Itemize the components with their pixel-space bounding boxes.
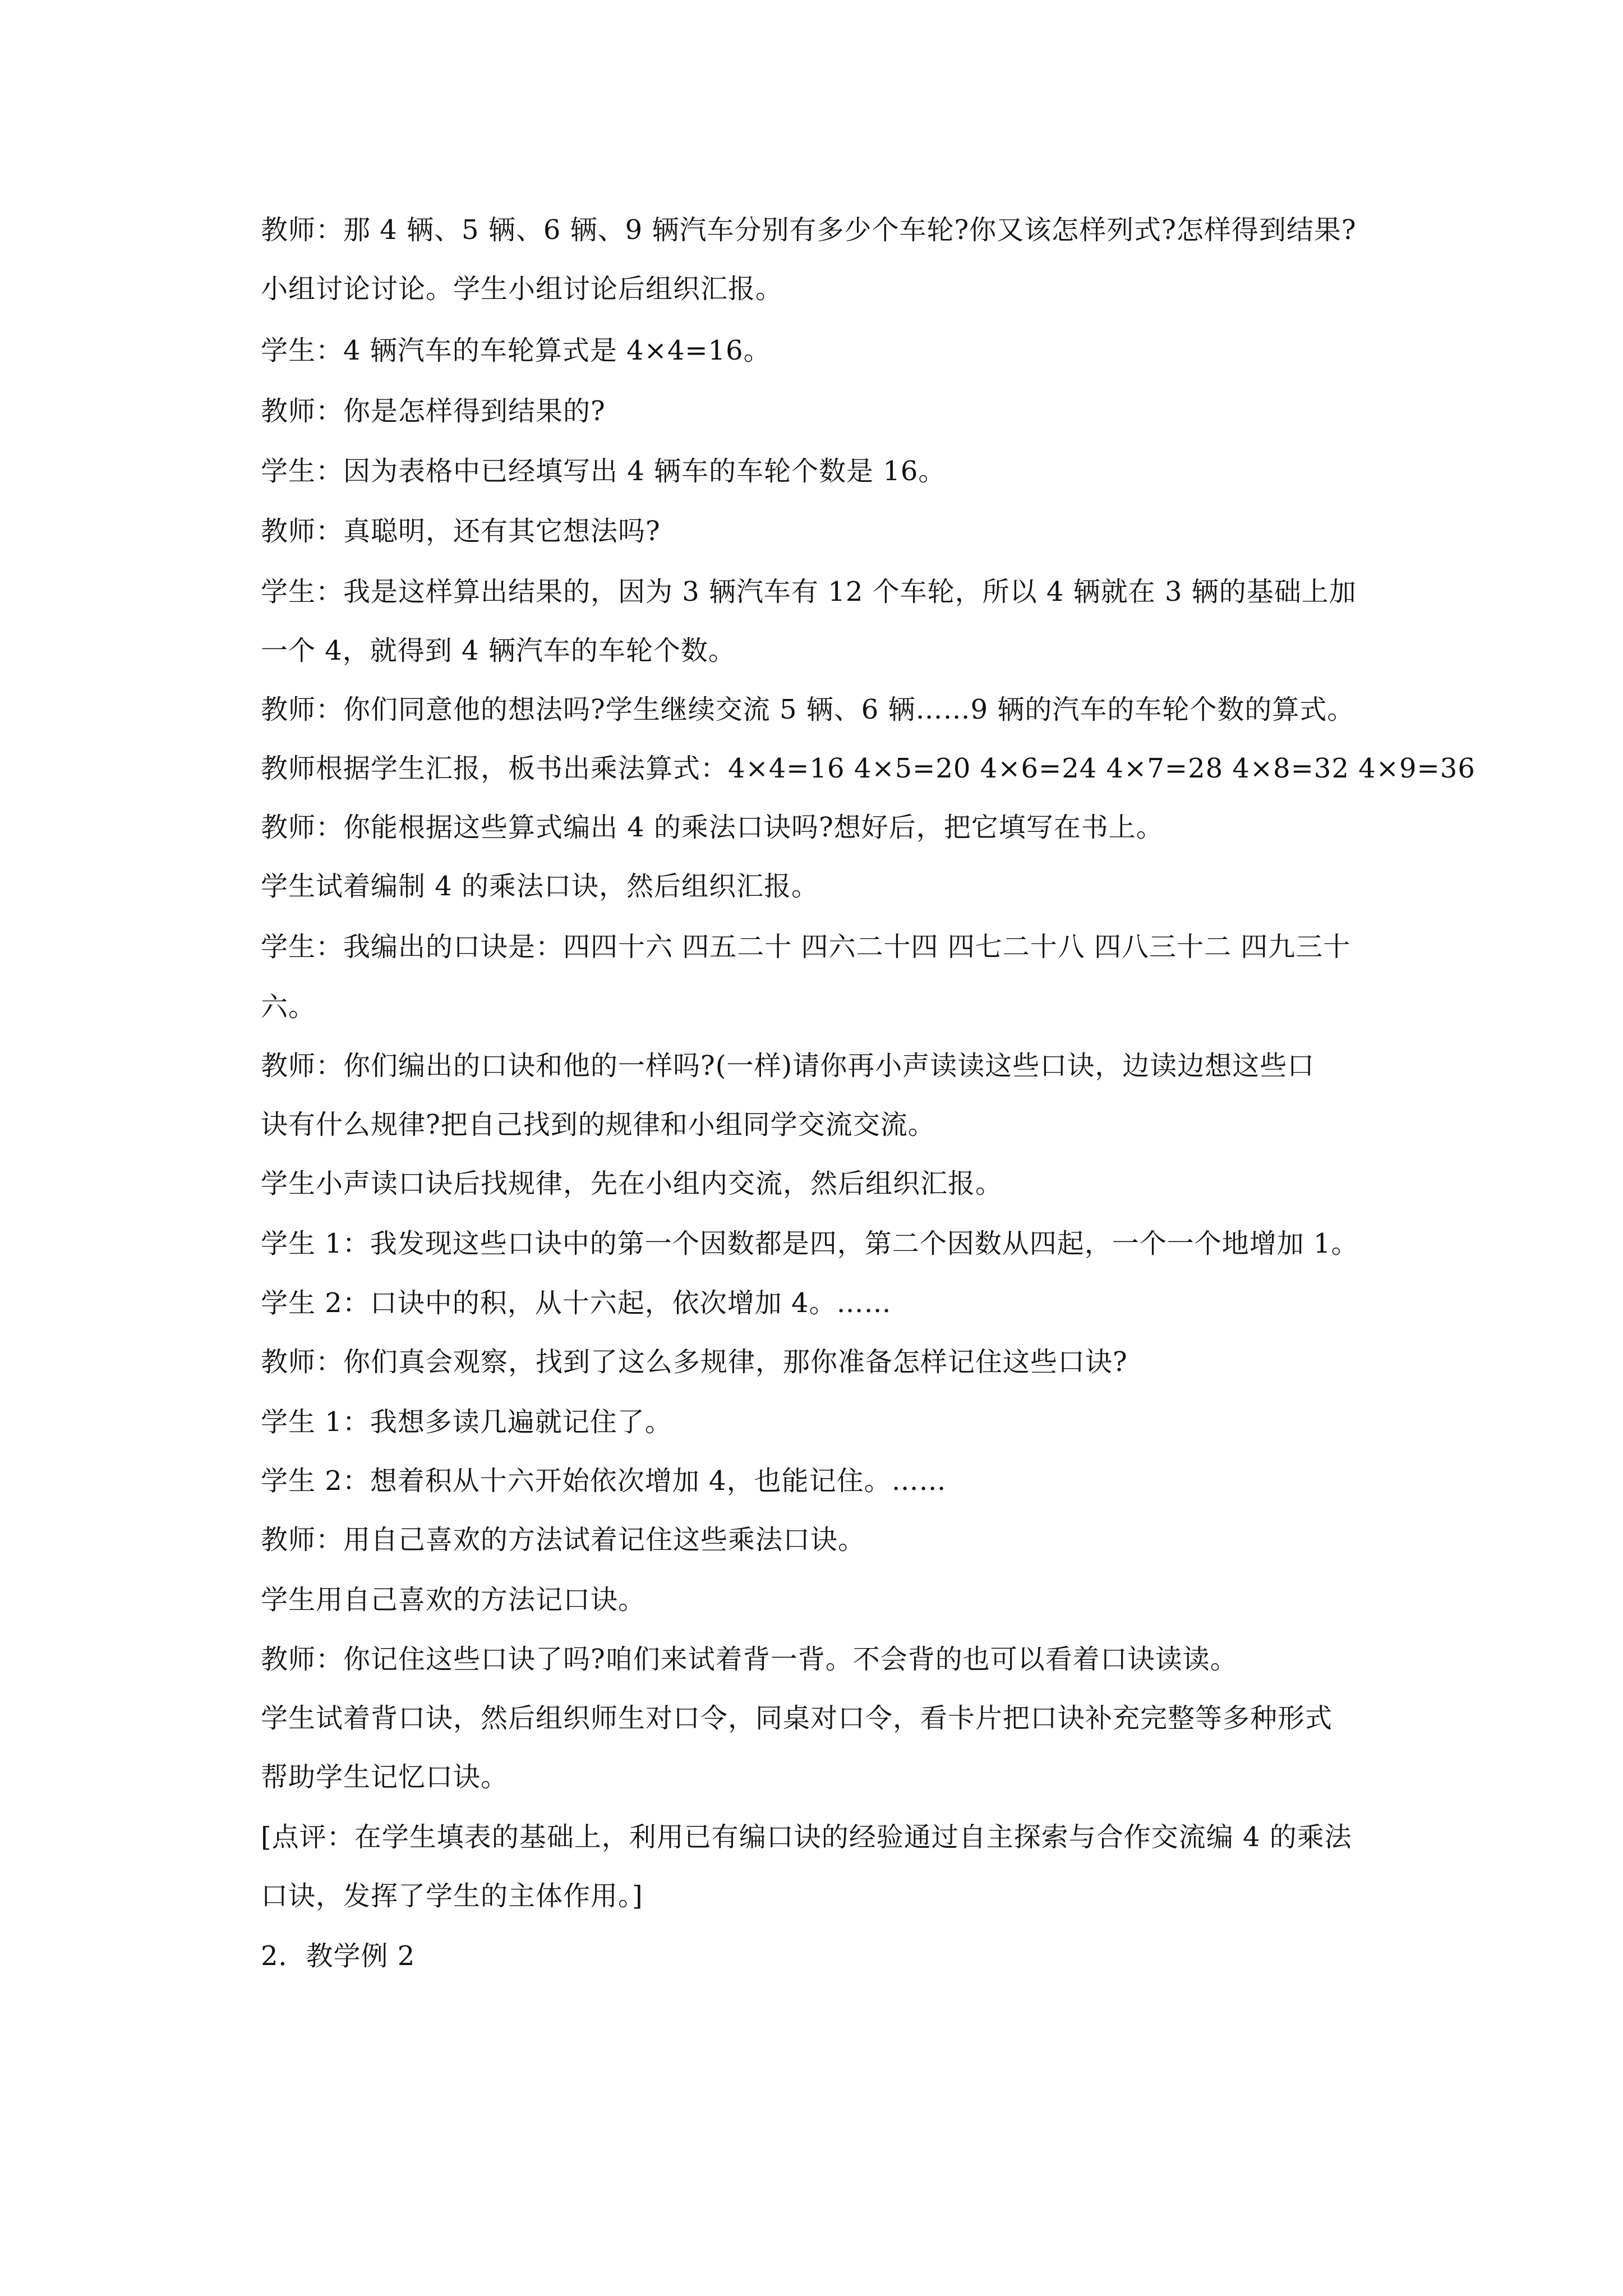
text-line: 学生 2：口诀中的积，从十六起，依次增加 4。……: [261, 1287, 892, 1319]
text-line: 学生 1：我想多读几遍就记住了。: [261, 1406, 672, 1438]
text-line: 学生：我是这样算出结果的，因为 3 辆汽车有 12 个车轮，所以 4 辆就在 3 辆的基础上加: [261, 576, 1357, 608]
text-line: 教师：真聪明，还有其它想法吗?: [261, 516, 661, 547]
text-line: 口诀，发挥了学生的主体作用。]: [261, 1880, 643, 1912]
text-line: 学生小声读口诀后找规律，先在小组内交流，然后组织汇报。: [261, 1168, 1003, 1199]
text-line: 学生：因为表格中已经填写出 4 辆车的车轮个数是 16。: [261, 455, 946, 487]
text-line: 学生试着背口诀，然后组织师生对口令，同桌对口令，看卡片把口诀补充完整等多种形式: [261, 1703, 1333, 1734]
text-line: 一个 4，就得到 4 辆汽车的车轮个数。: [261, 635, 736, 666]
text-line: 帮助学生记忆口诀。: [261, 1761, 509, 1793]
text-line: 教师：你们编出的口诀和他的一样吗?(一样)请你再小声读读这些口诀，边读边想这些口: [261, 1050, 1315, 1082]
text-line: 教师：你是怎样得到结果的?: [261, 395, 606, 427]
text-line: 教师根据学生汇报，板书出乘法算式：4×4=16 4×5=20 4×6=24 4×7=28 4×8=32 4×9=36: [261, 753, 1476, 784]
text-line: 教师：那 4 辆、5 辆、6 辆、9 辆汽车分别有多少个车轮?你又该怎样列式?怎样得到结果?: [261, 214, 1357, 246]
text-line: 小组讨论讨论。学生小组讨论后组织汇报。: [261, 273, 783, 305]
text-line: 学生用自己喜欢的方法记口诀。: [261, 1584, 646, 1616]
text-line: 教师：你能根据这些算式编出 4 的乘法口诀吗?想好后，把它填写在书上。: [261, 812, 1164, 843]
text-line: 教师：用自己喜欢的方法试着记住这些乘法口诀。: [261, 1524, 866, 1556]
section-heading: 2．教学例 2: [261, 1940, 416, 1972]
text-line: 六。: [261, 991, 316, 1023]
text-line: 教师：你们同意他的想法吗?学生继续交流 5 辆、6 辆……9 辆的汽车的车轮个数的算式。: [261, 694, 1355, 725]
text-line: [点评：在学生填表的基础上，利用已有编口诀的经验通过自主探索与合作交流编 4 的乘法: [261, 1821, 1352, 1853]
text-line: 诀有什么规律?把自己找到的规律和小组同学交流交流。: [261, 1109, 935, 1140]
text-line: 学生：我编出的口诀是：四四十六 四五二十 四六二十四 四七二十八 四八三十二 四九三十: [261, 931, 1351, 963]
text-line: 学生 2：想着积从十六开始依次增加 4，也能记住。……: [261, 1465, 947, 1497]
text-line: 教师：你记住这些口诀了吗?咱们来试着背一背。不会背的也可以看着口诀读读。: [261, 1644, 1238, 1675]
text-line: 学生 1：我发现这些口诀中的第一个因数都是四，第二个因数从四起，一个一个地增加 1。: [261, 1228, 1359, 1259]
text-line: 学生试着编制 4 的乘法口诀，然后组织汇报。: [261, 871, 819, 902]
text-line: 学生：4 辆汽车的车轮算式是 4×4=16。: [261, 335, 771, 366]
text-line: 教师：你们真会观察，找到了这么多规律，那你准备怎样记住这些口诀?: [261, 1346, 1128, 1378]
